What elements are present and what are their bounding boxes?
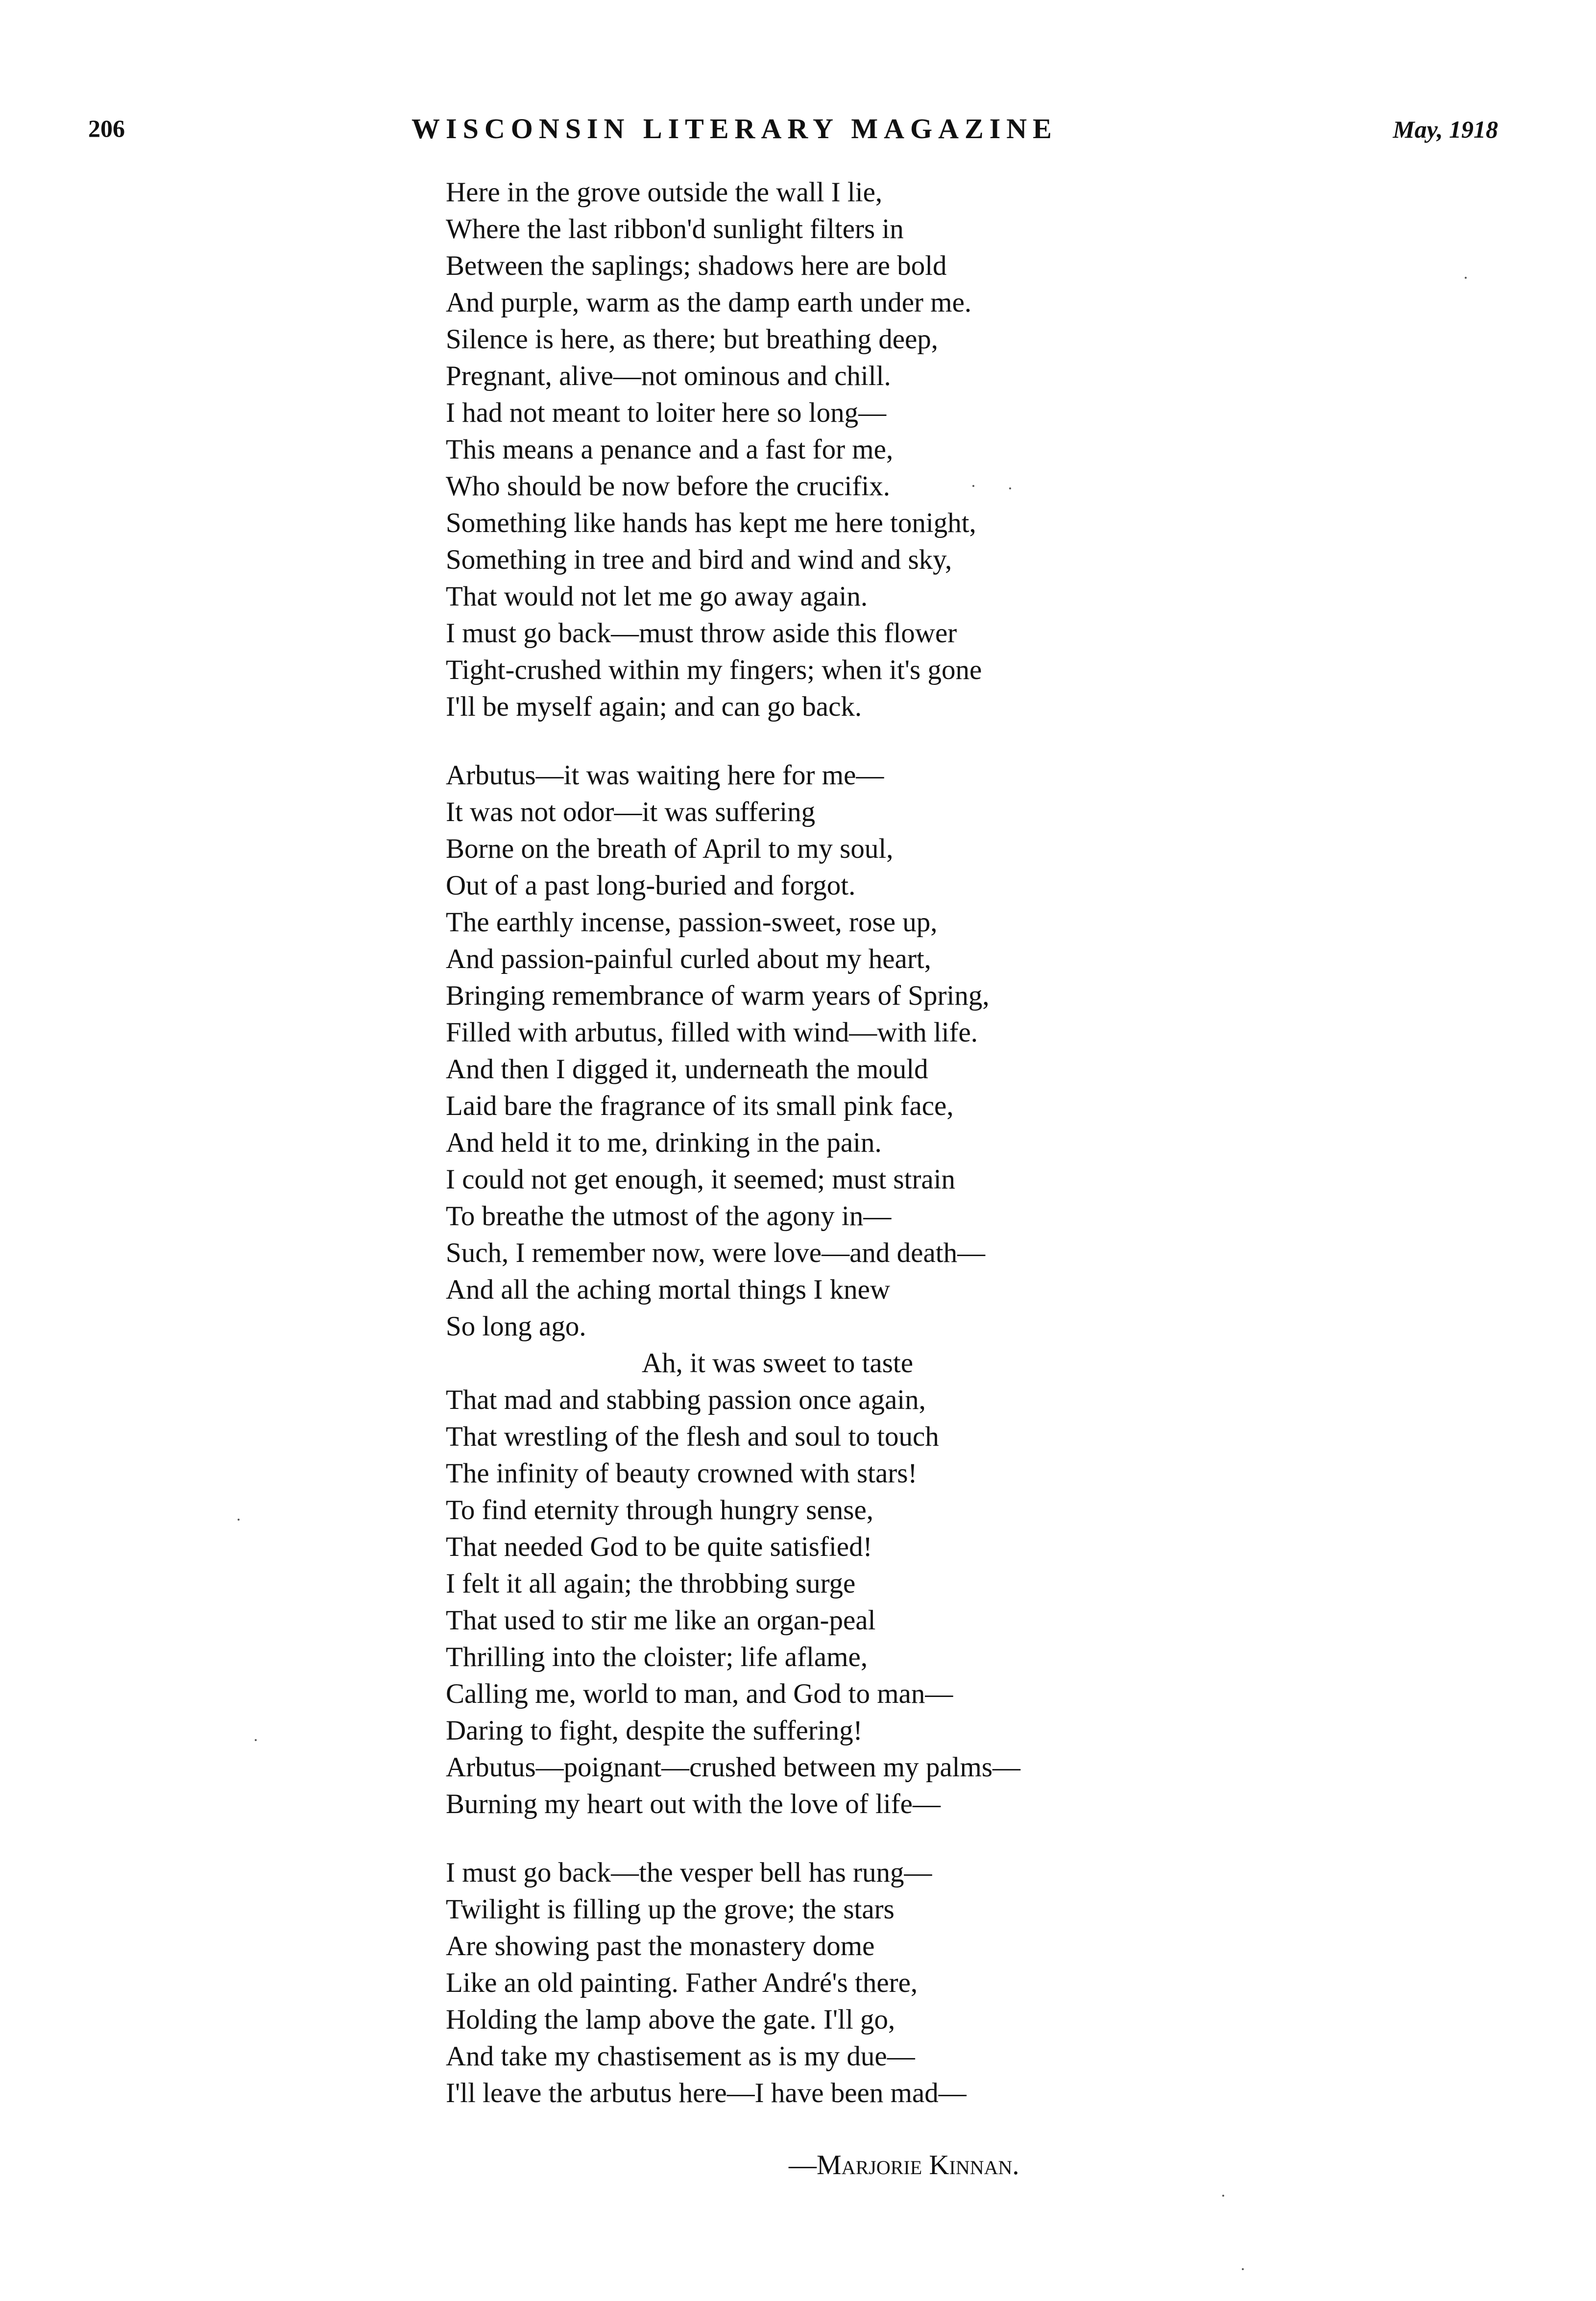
- poem-line: I had not meant to loiter here so long—: [446, 397, 887, 428]
- poem-line: Are showing past the monastery dome: [446, 1931, 875, 1962]
- poem-line: This means a penance and a fast for me,: [446, 434, 894, 465]
- poem-line: Filled with arbutus, filled with wind—with life.: [446, 1017, 978, 1048]
- poem-line: Borne on the breath of April to my soul,: [446, 833, 894, 864]
- poem-line: To find eternity through hungry sense,: [446, 1495, 874, 1526]
- poem-line: Where the last ribbon'd sunlight filters in: [446, 214, 904, 244]
- poem-line: And held it to me, drinking in the pain.: [446, 1127, 882, 1158]
- issue-date: May, 1918: [1393, 116, 1498, 143]
- poem-line: Burning my heart out with the love of life—: [446, 1789, 941, 1819]
- poem-body: [446, 174, 1156, 2111]
- poem-line: Something in tree and bird and wind and sky,: [446, 544, 952, 575]
- poem-line: Like an old painting. Father André's there,: [446, 1967, 918, 1998]
- poem-line: And then I digged it, underneath the mould: [446, 1054, 928, 1085]
- scan-speck: [1009, 487, 1011, 489]
- poem-line: Daring to fight, despite the suffering!: [446, 1715, 863, 1746]
- page-number: 206: [88, 115, 125, 142]
- poem-line: Arbutus—it was waiting here for me—: [446, 760, 884, 791]
- poem-line: I must go back—the vesper bell has rung—: [446, 1857, 932, 1888]
- poem-line: Between the saplings; shadows here are bold: [446, 250, 947, 281]
- scan-speck: [255, 1739, 257, 1741]
- poem-line: That mad and stabbing passion once again,: [446, 1384, 926, 1415]
- stanza-break: [446, 725, 1156, 757]
- poem-line: Twilight is filling up the grove; the stars: [446, 1894, 895, 1925]
- stanza-break: [446, 1822, 1156, 1854]
- scan-speck: [238, 1519, 240, 1521]
- poem-line: Such, I remember now, were love—and death—: [446, 1237, 986, 1268]
- scan-speck: [1222, 2195, 1224, 2197]
- poem-line: Out of a past long-buried and forgot.: [446, 870, 856, 901]
- poem-line: Here in the grove outside the wall I lie,: [446, 177, 883, 208]
- poem-line: It was not odor—it was suffering: [446, 797, 816, 827]
- poem-line: Arbutus—poignant—crushed between my palms—: [446, 1752, 1021, 1783]
- scan-speck: [1242, 2268, 1244, 2270]
- poem-line: And purple, warm as the damp earth under me.: [446, 287, 972, 318]
- poem-line: Bringing remembrance of warm years of Spring,: [446, 980, 990, 1011]
- poem-line: Calling me, world to man, and God to man—: [446, 1678, 953, 1709]
- poem-line: I'll leave the arbutus here—I have been mad—: [446, 2078, 967, 2108]
- poem-line: Pregnant, alive—not ominous and chill.: [446, 361, 891, 391]
- poem-line: The earthly incense, passion-sweet, rose up,: [446, 907, 938, 938]
- poem-line: That needed God to be quite satisfied!: [446, 1531, 872, 1562]
- poem-line: The infinity of beauty crowned with stars!: [446, 1458, 918, 1489]
- poem-line: Tight-crushed within my fingers; when it's gone: [446, 654, 982, 685]
- scan-speck: [1465, 277, 1467, 279]
- poem-line: Thrilling into the cloister; life aflame,: [446, 1642, 868, 1672]
- stanza-2: [446, 757, 1156, 1822]
- poem-line: And all the aching mortal things I knew: [446, 1274, 891, 1305]
- poem-line: Holding the lamp above the gate. I'll go,: [446, 2004, 895, 2035]
- author-signature: —Marjorie Kinnan.: [789, 2150, 1019, 2180]
- scan-speck: [972, 485, 974, 487]
- stanza-3: [446, 1854, 1156, 2111]
- poem-line: And take my chastisement as is my due—: [446, 2041, 915, 2072]
- poem-line-indented: Ah, it was sweet to taste: [642, 1348, 914, 1379]
- poem-line: Laid bare the fragrance of its small pink face,: [446, 1090, 954, 1121]
- poem-line: Silence is here, as there; but breathing deep,: [446, 324, 939, 355]
- poem-line: That wrestling of the flesh and soul to touch: [446, 1421, 939, 1452]
- poem-line: I felt it all again; the throbbing surge: [446, 1568, 856, 1599]
- poem-line: I'll be myself again; and can go back.: [446, 691, 862, 722]
- magazine-title: WISCONSIN LITERARY MAGAZINE: [411, 113, 1058, 145]
- poem-line: That used to stir me like an organ-peal: [446, 1605, 876, 1636]
- poem-line: That would not let me go away again.: [446, 581, 868, 612]
- poem-line: Who should be now before the crucifix.: [446, 471, 890, 502]
- poem-line: To breathe the utmost of the agony in—: [446, 1201, 892, 1232]
- poem-line: And passion-painful curled about my heart,: [446, 944, 931, 974]
- poem-line: Something like hands has kept me here tonight,: [446, 508, 976, 538]
- poem-line: So long ago.: [446, 1311, 586, 1342]
- poem-line: I could not get enough, it seemed; must strain: [446, 1164, 956, 1195]
- poem-line: I must go back—must throw aside this flower: [446, 618, 957, 649]
- stanza-1: [446, 174, 1156, 725]
